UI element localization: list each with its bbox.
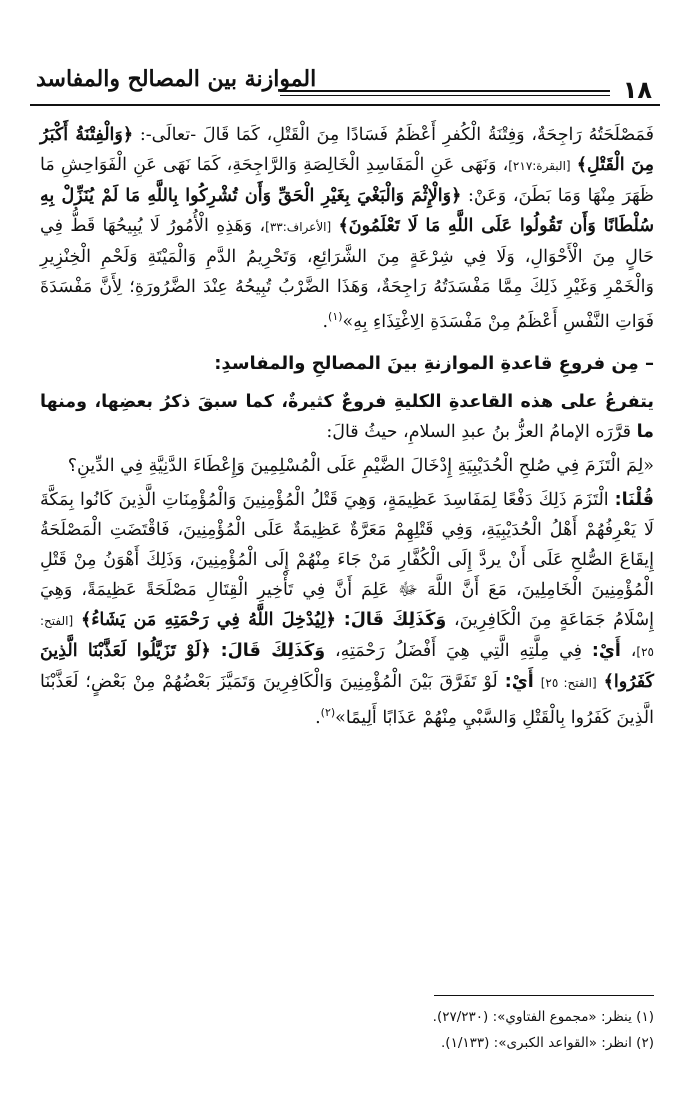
text-run: ، وَنَهَى عَنِ الْمَفَاسِدِ الْخَالِصَةِ وَالرَّاجِحَةِ، كَمَا نَهَى عَنِ الْفَوَاحِشِ مَا ظَهَرَ مِنْهَا وَمَا بَطَنَ، وَعَنْ: [40, 155, 654, 206]
text-run: الْتَزَمَ ذَلِكَ دَفْعًا لِمَفَاسِدَ عَظِيمَةٍ، وَهِيَ قَتْلُ الْمُؤْمِنِينَ وَالْمُؤْمِنَاتِ الَّذِينَ كَانُوا بِمَكَّةَ لَا يَعْرِفُهُمْ أَهْلُ الْحُدَيْبِيَةِ، وَفِي قَتْلِهِمْ مَعَرَّةٌ عَظِيمَةٌ عَلَى الْمُؤْمِنِينَ، فَاقْتَضَتِ الْمَصْلَحَةُ إِيقَاعَ الصُّلحِ عَلَى أَنْ يردَّ إِلَى الْكُفَّارِ مَنْ جَاءَ مِنْهُمْ إِلَى الْمُؤْمِنِينَ، وَذَلِكَ أَهْوَنُ مِنْ قَتْلِ الْمُؤْمِنِينَ الْخَامِلِينَ، مَعَ أَنَّ اللَّهَ ﷻ عَلِمَ أَنَّ فِي تَأْخِيرِ الْقِتَالِ مَصْلَحَةً عَظِيمَةً، وَهِيَ إِسْلَامُ جَمَاعَةٍ مِنَ الْكَافِرِينَ، [40, 489, 654, 630]
footnote-marker: (٢) [320, 705, 336, 719]
quran-verse: ﴿لَوْ تَزَيَّلُوا لَعَذَّبْنَا الَّذِينَ كَفَرُوا﴾ [40, 640, 654, 692]
main-text [40, 120, 654, 737]
bold-text: يتفرعُ على هذه القاعدةِ الكليةِ فروعٌ كثيرةٌ، كما سبقَ ذكرُ بعضِها، ومنها ما [40, 391, 654, 442]
header-ornament-line [280, 95, 610, 96]
text-run: «لِمَ الْتَزَمَ فِي صُلحِ الْحُدَيْبِيَةِ إِدْخَالَ الضَّيْمِ عَلَى الْمُسْلِمِينَ وَإِعْطَاءَ الدَّنِيَّةِ فِي الدِّينِ؟ [67, 455, 654, 476]
text-run: ، وَهَذِهِ الْأُمُورُ لَا يُبِيحُهَا قَطُّ فِي حَالٍ مِنَ الْأَحْوَالِ، وَلَا فِي شِرْعَةٍ مِنَ الشَّرَائِعِ، وَتَحْرِيمُ الدَّمِ وَالْمَيْتَةِ وَلَحْمِ الْخِنْزِيرِ وَالْخَمْرِ وَغَيْرِ ذَلِكَ مِمَّا مَفْسَدَتُهُ رَاجِحَةٌ، وَهَذَا الضَّرْبُ تُبِيحُهُ عِنْدَ الضَّرُورَةِ؛ لِأَنَّ مَفْسَدَةَ فَوَاتِ النَّفْسِ أَعْظَمُ مِنْ مَفْسَدَةِ الِاغْتِذَاءِ بِهِ» [40, 216, 654, 332]
paragraph [40, 485, 654, 733]
footnote: (١) ينظر: «مجموع الفتاوي»: (٢٧/٢٣٠). [432, 1009, 654, 1025]
bold-text: أَيْ: [504, 671, 534, 692]
bold-text: أَيْ: [591, 640, 621, 661]
verse-citation: [الأعراف:٣٣] [265, 220, 332, 234]
header-rule [30, 104, 660, 106]
text-run: . [315, 707, 321, 728]
footnote-marker: (١) [328, 310, 343, 323]
text-run: لَوْ تَفَرَّقَ بَيْنَ الْمُؤْمِنِينَ وَالْكَافِرِينَ وَتَمَيَّزَ بَعْضُهُمْ مِنْ بَعْضٍ؛ لَعَذَّبْنَا الَّذِينَ كَفَرُوا بِالْقَتْلِ وَالسَّبْيِ مِنْهُمْ عَذَابًا أَلِيمًا» [40, 671, 654, 728]
header-ornament-line [280, 90, 610, 92]
verse-citation: [البقرة:٢١٧] [508, 159, 571, 173]
quran-verse: ﴿وَالْفِتْنَةُ أَكْبَرُ مِنَ الْقَتْلِ﴾ [40, 125, 654, 175]
text-run: قرَّرَه الإمامُ العزُّ بنُ عبدِ السلامِ، حيثُ قالَ: [326, 421, 632, 442]
footnote-rule [434, 995, 654, 996]
text-run: . [322, 311, 329, 332]
verse-citation: [الفتح: ٢٥] [40, 613, 654, 659]
verse-citation: [الفتح: ٢٥] [540, 675, 597, 690]
quran-verse: ﴿لِيُدْخِلَ اللَّهُ فِي رَحْمَتِهِ مَن يَشَاءُ﴾ [80, 609, 336, 630]
page-number: ١٨ [622, 76, 652, 104]
paragraph [40, 120, 654, 337]
bold-text: قُلْنَا: [614, 489, 654, 510]
text-run: فِي مِلَّتِهِ الَّتِي هِيَ أَفْضَلُ رَحْمَتِهِ، [334, 640, 583, 661]
bold-text: وَكَذَلِكَ قَالَ: [220, 640, 326, 661]
page-header [30, 60, 660, 106]
paragraph [40, 451, 654, 481]
text-run: فَمَصْلَحَتُهُ رَاجِحَةٌ، وَفِتْنَةُ الْكُفرِ أَعْظَمُ فَسَادًا مِنَ الْقَتْلِ، كَمَا قَالَ -تعالَى-: [139, 125, 654, 145]
bold-text: وَكَذَلِكَ قَالَ: [343, 609, 447, 630]
footnotes [40, 1004, 654, 1056]
footnote: (٢) انظر: «القواعد الكبرى»: (١/١٣٣). [441, 1035, 654, 1051]
running-title: الموازنة بين المصالح والمفاسد [36, 66, 317, 92]
text-run: ، [630, 640, 637, 661]
quran-verse: ﴿وَالْإِثْمَ وَالْبَغْيَ بِغَيْرِ الْحَقِّ وَأَن تُشْرِكُوا بِاللَّهِ مَا لَمْ يُنَزِّلْ بِهِ سُلْطَانًا وَأَن تَقُولُوا عَلَى اللَّهِ مَا لَا تَعْلَمُونَ﴾ [40, 186, 654, 236]
section-heading: – مِن فروعِ قاعدةِ الموازنةِ بينَ المصالحِ والمفاسدِ: [214, 352, 654, 374]
paragraph [40, 387, 654, 447]
